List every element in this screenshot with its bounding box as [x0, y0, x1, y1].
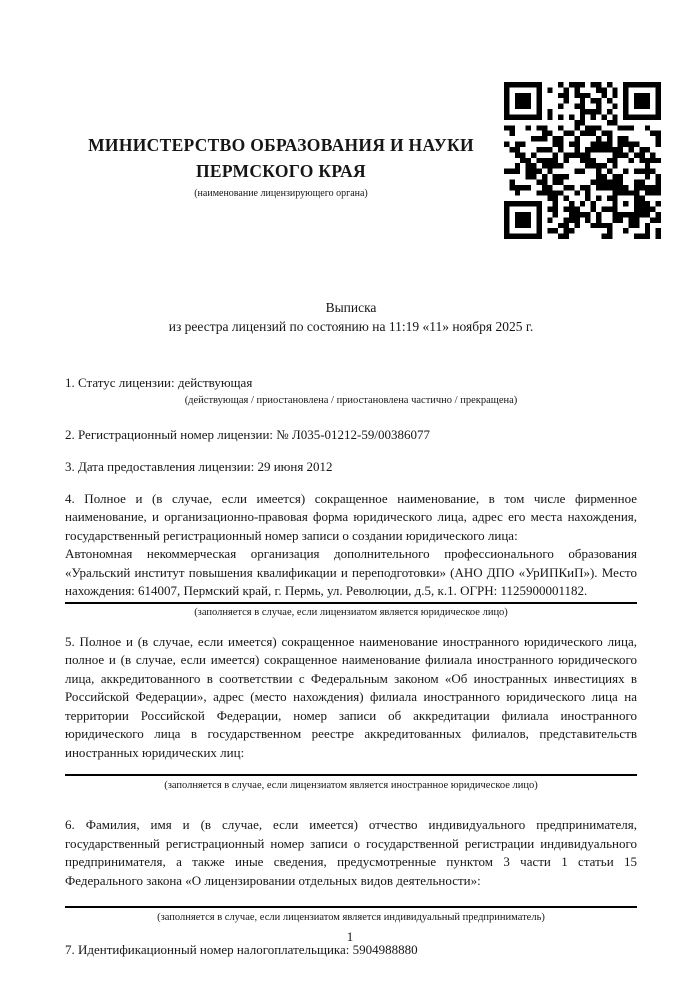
license-status-item [65, 374, 637, 407]
document-title [65, 299, 637, 336]
foreign-entity-item [65, 633, 637, 793]
ministry-caption: (наименование лицензирующего органа) [194, 188, 368, 199]
entrepreneur-item [65, 816, 637, 924]
license-status-note: (действующая / приостановлена / приостановлена частично / прекращена) [184, 394, 518, 406]
entrepreneur-text: 6. Фамилия, имя и (в случае, если имеется) отчество индивидуального предпринимателя, государственный регистрационный номер записи о государственной регистрации индивидуального предпринимателя, а также иные сведения, предусмотренные пунктом 3 части 1 статьи 15 Федерального закона «О лицензировании отдельных видов деятельности»: [65, 817, 637, 888]
document-title-line2: из реестра лицензий по состоянию на 11:19 «11» ноября 2025 г. [168, 318, 534, 334]
licensing-authority-header [64, 132, 498, 200]
legal-entity-item [65, 490, 637, 619]
field-underline [65, 906, 637, 908]
field-underline [65, 774, 637, 776]
ministry-name-line2: ПЕРМСКОГО КРАЯ [196, 161, 366, 181]
legal-entity-text: 4. Полное и (в случае, если имеется) сокращенное наименование, в том числе фирменное наименование, и организационно-правовая форма юридического лица, адрес его места нахождения, государственный регистрационный номер записи о создании юридического лица: [65, 490, 637, 543]
page-number: 1 [346, 929, 354, 944]
grant-date-item [65, 458, 637, 477]
document-body [65, 299, 637, 960]
field-underline [65, 602, 637, 604]
license-status-text: 1. Статус лицензии: действующая [65, 375, 253, 390]
grant-date-text: 3. Дата предоставления лицензии: 29 июня 2012 [65, 459, 333, 474]
legal-entity-value: Автономная некоммерческая организация дополнительного профессионального образования «Уральский институт повышения квалификации и переподготовки» (АНО ДПО «УрИПКиП»). Место нахождения: 614007, Пермский край, г. Пермь, ул. Революции, д.5, к.1. ОГРН: 1125900001182. [65, 546, 637, 598]
registration-number-item [65, 426, 637, 445]
entrepreneur-note: (заполняется в случае, если лицензиатом является индивидуальный предприниматель) [157, 912, 545, 923]
taxpayer-number-text: 7. Идентификационный номер налогоплательщика: 5904988880 [65, 942, 418, 957]
foreign-entity-note: (заполняется в случае, если лицензиатом является иностранное юридическое лицо) [164, 780, 538, 791]
qr-code-icon [504, 82, 661, 239]
registration-number-text: 2. Регистрационный номер лицензии: № Л035-01212-59/00386077 [65, 426, 431, 442]
document-title-line1: Выписка [325, 300, 377, 315]
foreign-entity-text: 5. Полное и (в случае, если имеется) сокращенное наименование иностранного юридического лица, полное и (в случае, если имеется) сокращенное наименование филиала иностранного юридического лица, аккредитованного в соответствии с Федеральным законом «Об иностранных инвестициях в Российской Федерации», адрес (место нахождения) филиала иностранного юридического лица на территории Российской Федерации, номер записи об аккредитации филиала иностранного юридического лица в государственном реестре аккредитованных филиалов, представительств иностранных юридических лиц: [65, 633, 637, 760]
ministry-name-line1: МИНИСТЕРСТВО ОБРАЗОВАНИЯ И НАУКИ [88, 135, 474, 155]
legal-entity-note: (заполняется в случае, если лицензиатом является юридическое лицо) [194, 606, 508, 618]
